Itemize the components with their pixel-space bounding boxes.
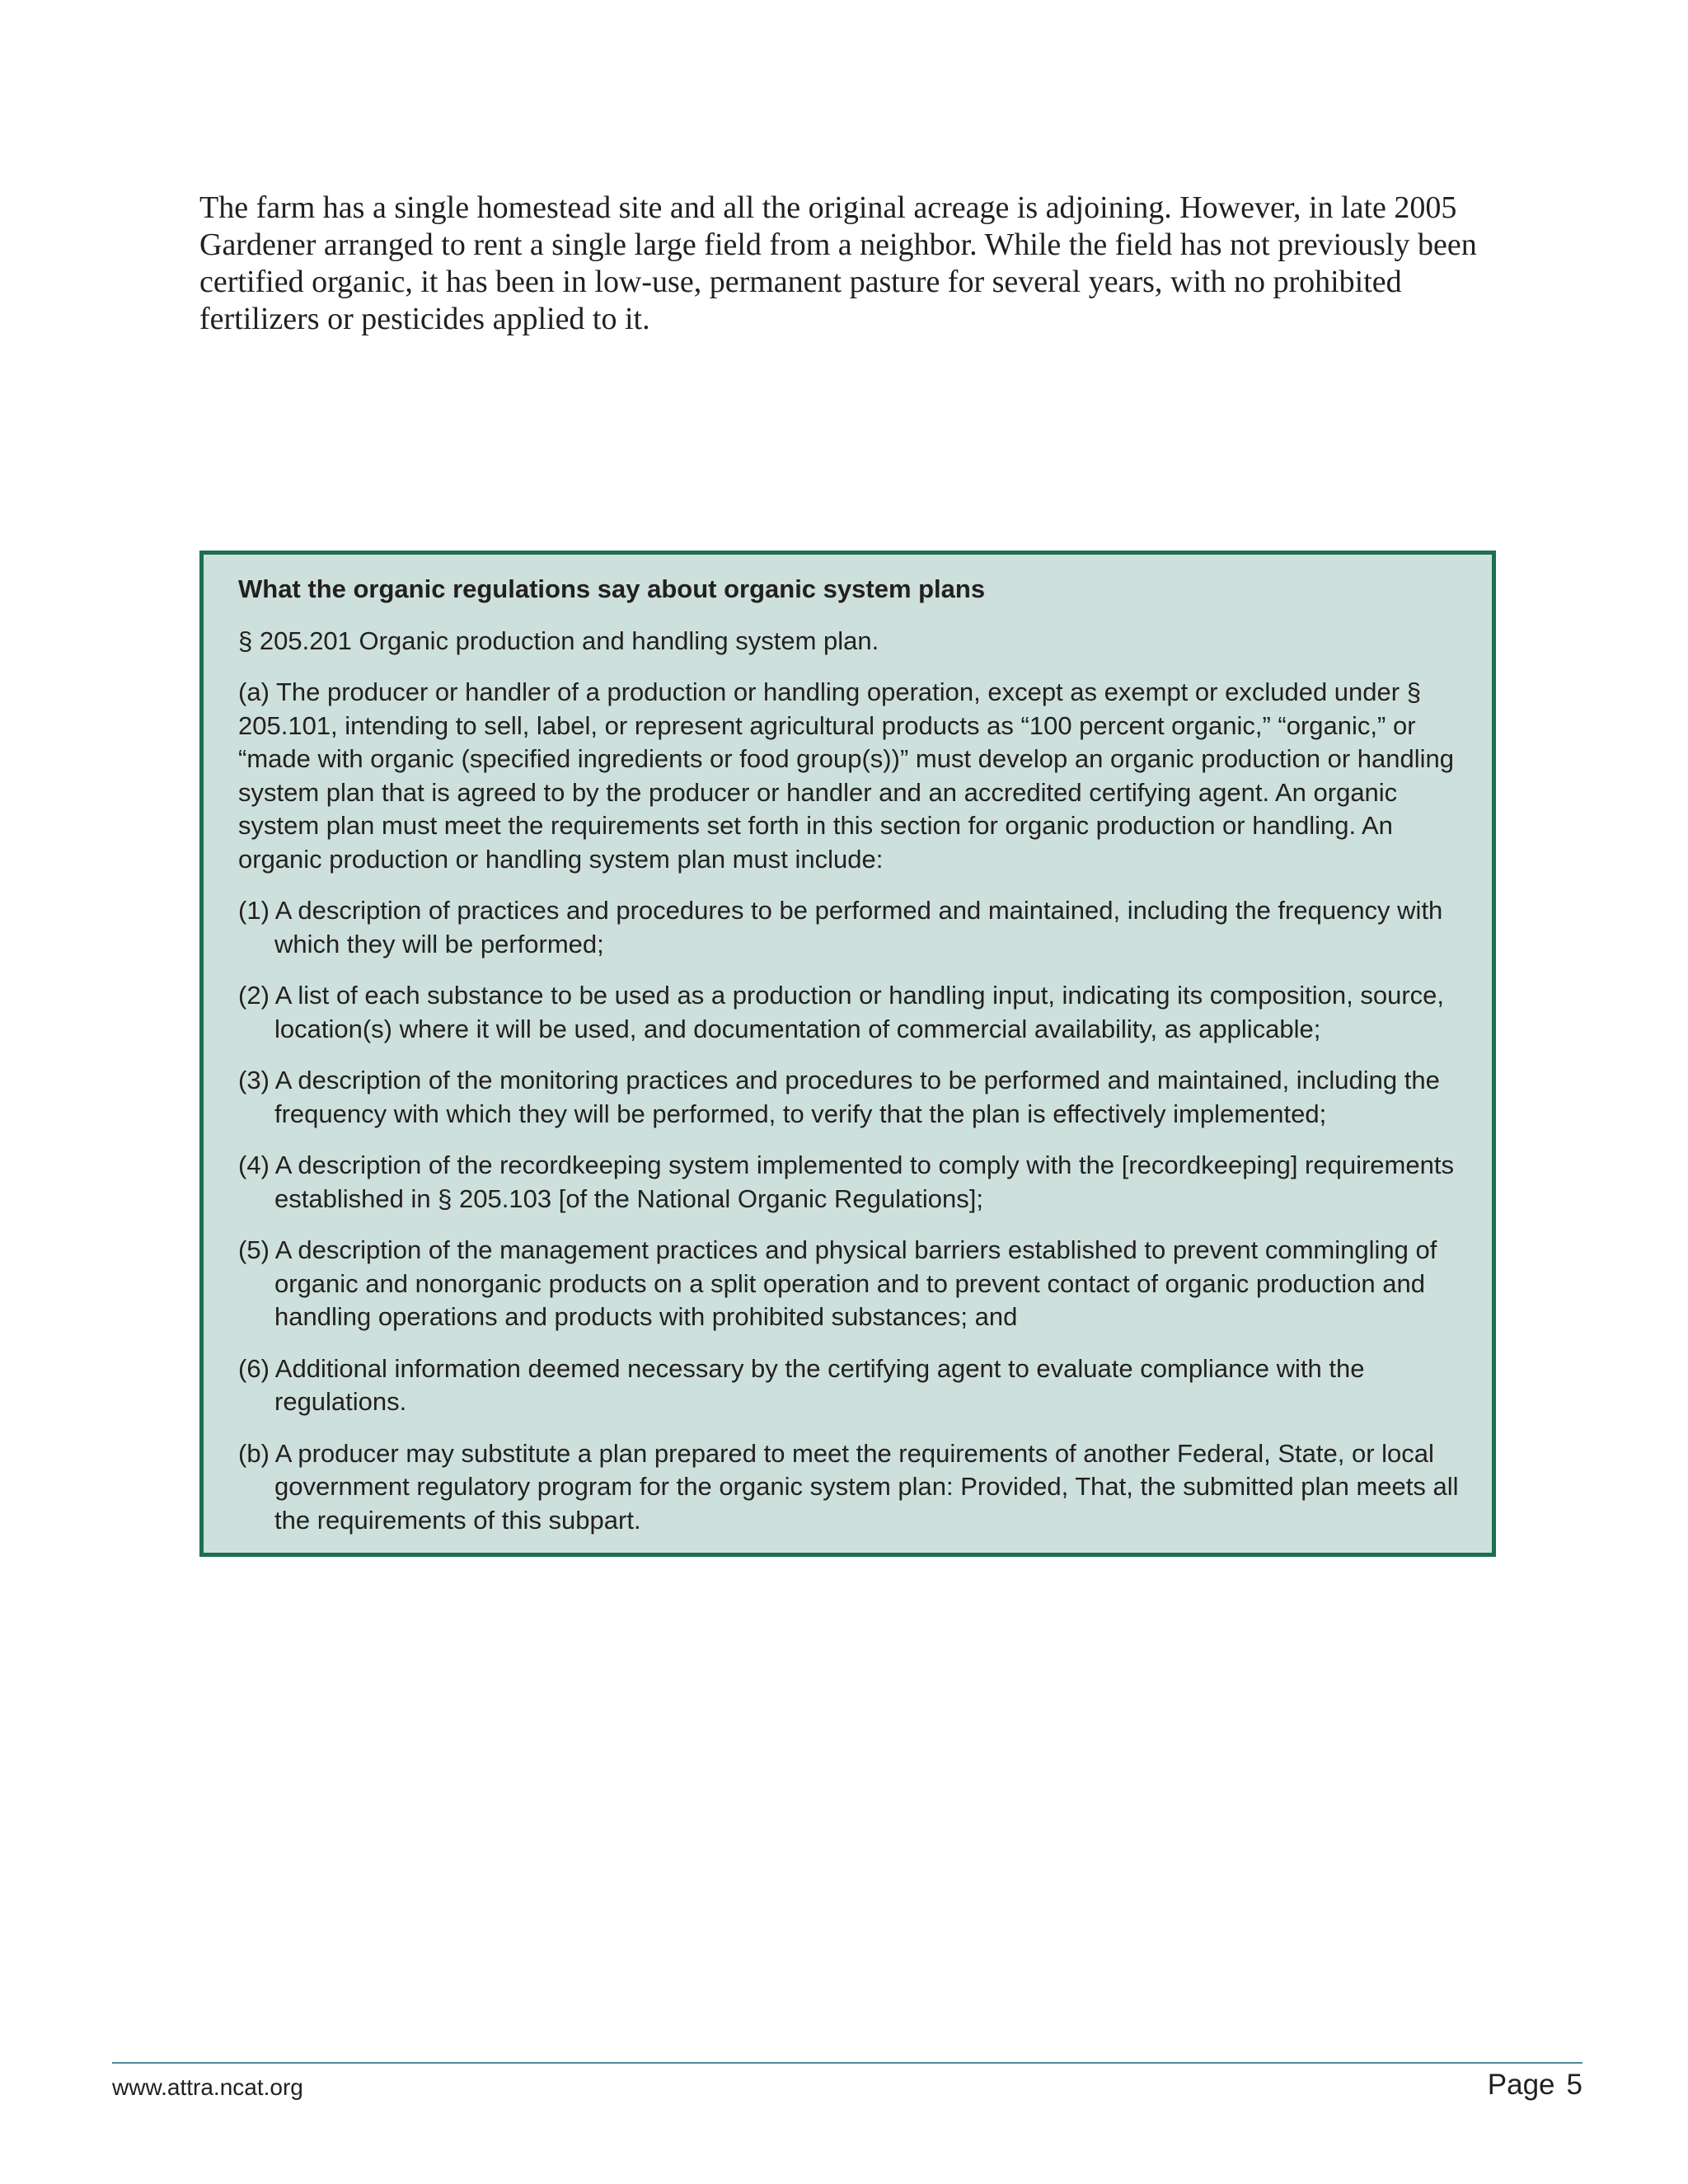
regulation-item-6: (6) Additional information deemed necessary by the certifying agent to evaluate compliance with the regulations. <box>238 1353 1365 1416</box>
callout-title: What the organic regulations say about organic system plans <box>238 574 986 603</box>
page-label: Page <box>1487 2069 1555 2101</box>
page-number-value: 5 <box>1566 2069 1582 2101</box>
regulation-paragraph-a: (a) The producer or handler of a production or handling operation, except as exempt or excluded under § 205.101, intending to sell, label, or represent agricultural products as “100 percent organic,” “organic,” or “made with organic (specified ingredients or food group(s))” must develop an organic production or handling system plan that is agreed to by the producer or handler and an accredited certifying agent. An organic system plan must meet the requirements set forth in this section for organic production or handling. An organic production or handling system plan must include: <box>238 677 1455 874</box>
regulation-item-1: (1) A description of practices and procedures to be performed and maintained, including the frequency with which they will be performed; <box>238 896 1443 958</box>
regulations-callout-box <box>199 551 1496 1557</box>
regulation-item-2: (2) A list of each substance to be used as a production or handling input, indicating its composition, source, location(s) where it will be used, and documentation of commercial availability, as applicable; <box>238 981 1445 1043</box>
footer-website-link[interactable]: www.attra.ncat.org <box>112 2074 303 2100</box>
intro-paragraph: The farm has a single homestead site and all the original acreage is adjoining. However, in late 2005 Gardener arranged to rent a single large field from a neighbor. While the field has not previously been certified organic, it has been in low-use, permanent pasture for several years, with no prohibited fertilizers or pesticides applied to it. <box>199 190 1477 336</box>
regulation-item-3: (3) A description of the monitoring practices and procedures to be performed and maintained, including the frequency with which they will be performed, to verify that the plan is effectively implemented; <box>238 1066 1440 1128</box>
page-number <box>1488 2069 1582 2102</box>
regulation-item-4: (4) A description of the recordkeeping system implemented to comply with the [recordkeeping] requirements established in § 205.103 [of the National Organic Regulations]; <box>238 1151 1454 1213</box>
regulation-section-heading: § 205.201 Organic production and handling system plan. <box>238 626 879 655</box>
regulation-paragraph-b: (b) A producer may substitute a plan prepared to meet the requirements of another Federal, State, or local government regulatory program for the organic system plan: Provided, That, the submitted plan meets all the requirements of this subpart. <box>238 1438 1459 1535</box>
regulation-item-5: (5) A description of the management practices and physical barriers established to prevent commingling of organic and nonorganic products on a split operation and to prevent contact of organic production and handling operations and products with prohibited substances; and <box>238 1235 1437 1331</box>
footer-divider <box>112 2062 1582 2064</box>
